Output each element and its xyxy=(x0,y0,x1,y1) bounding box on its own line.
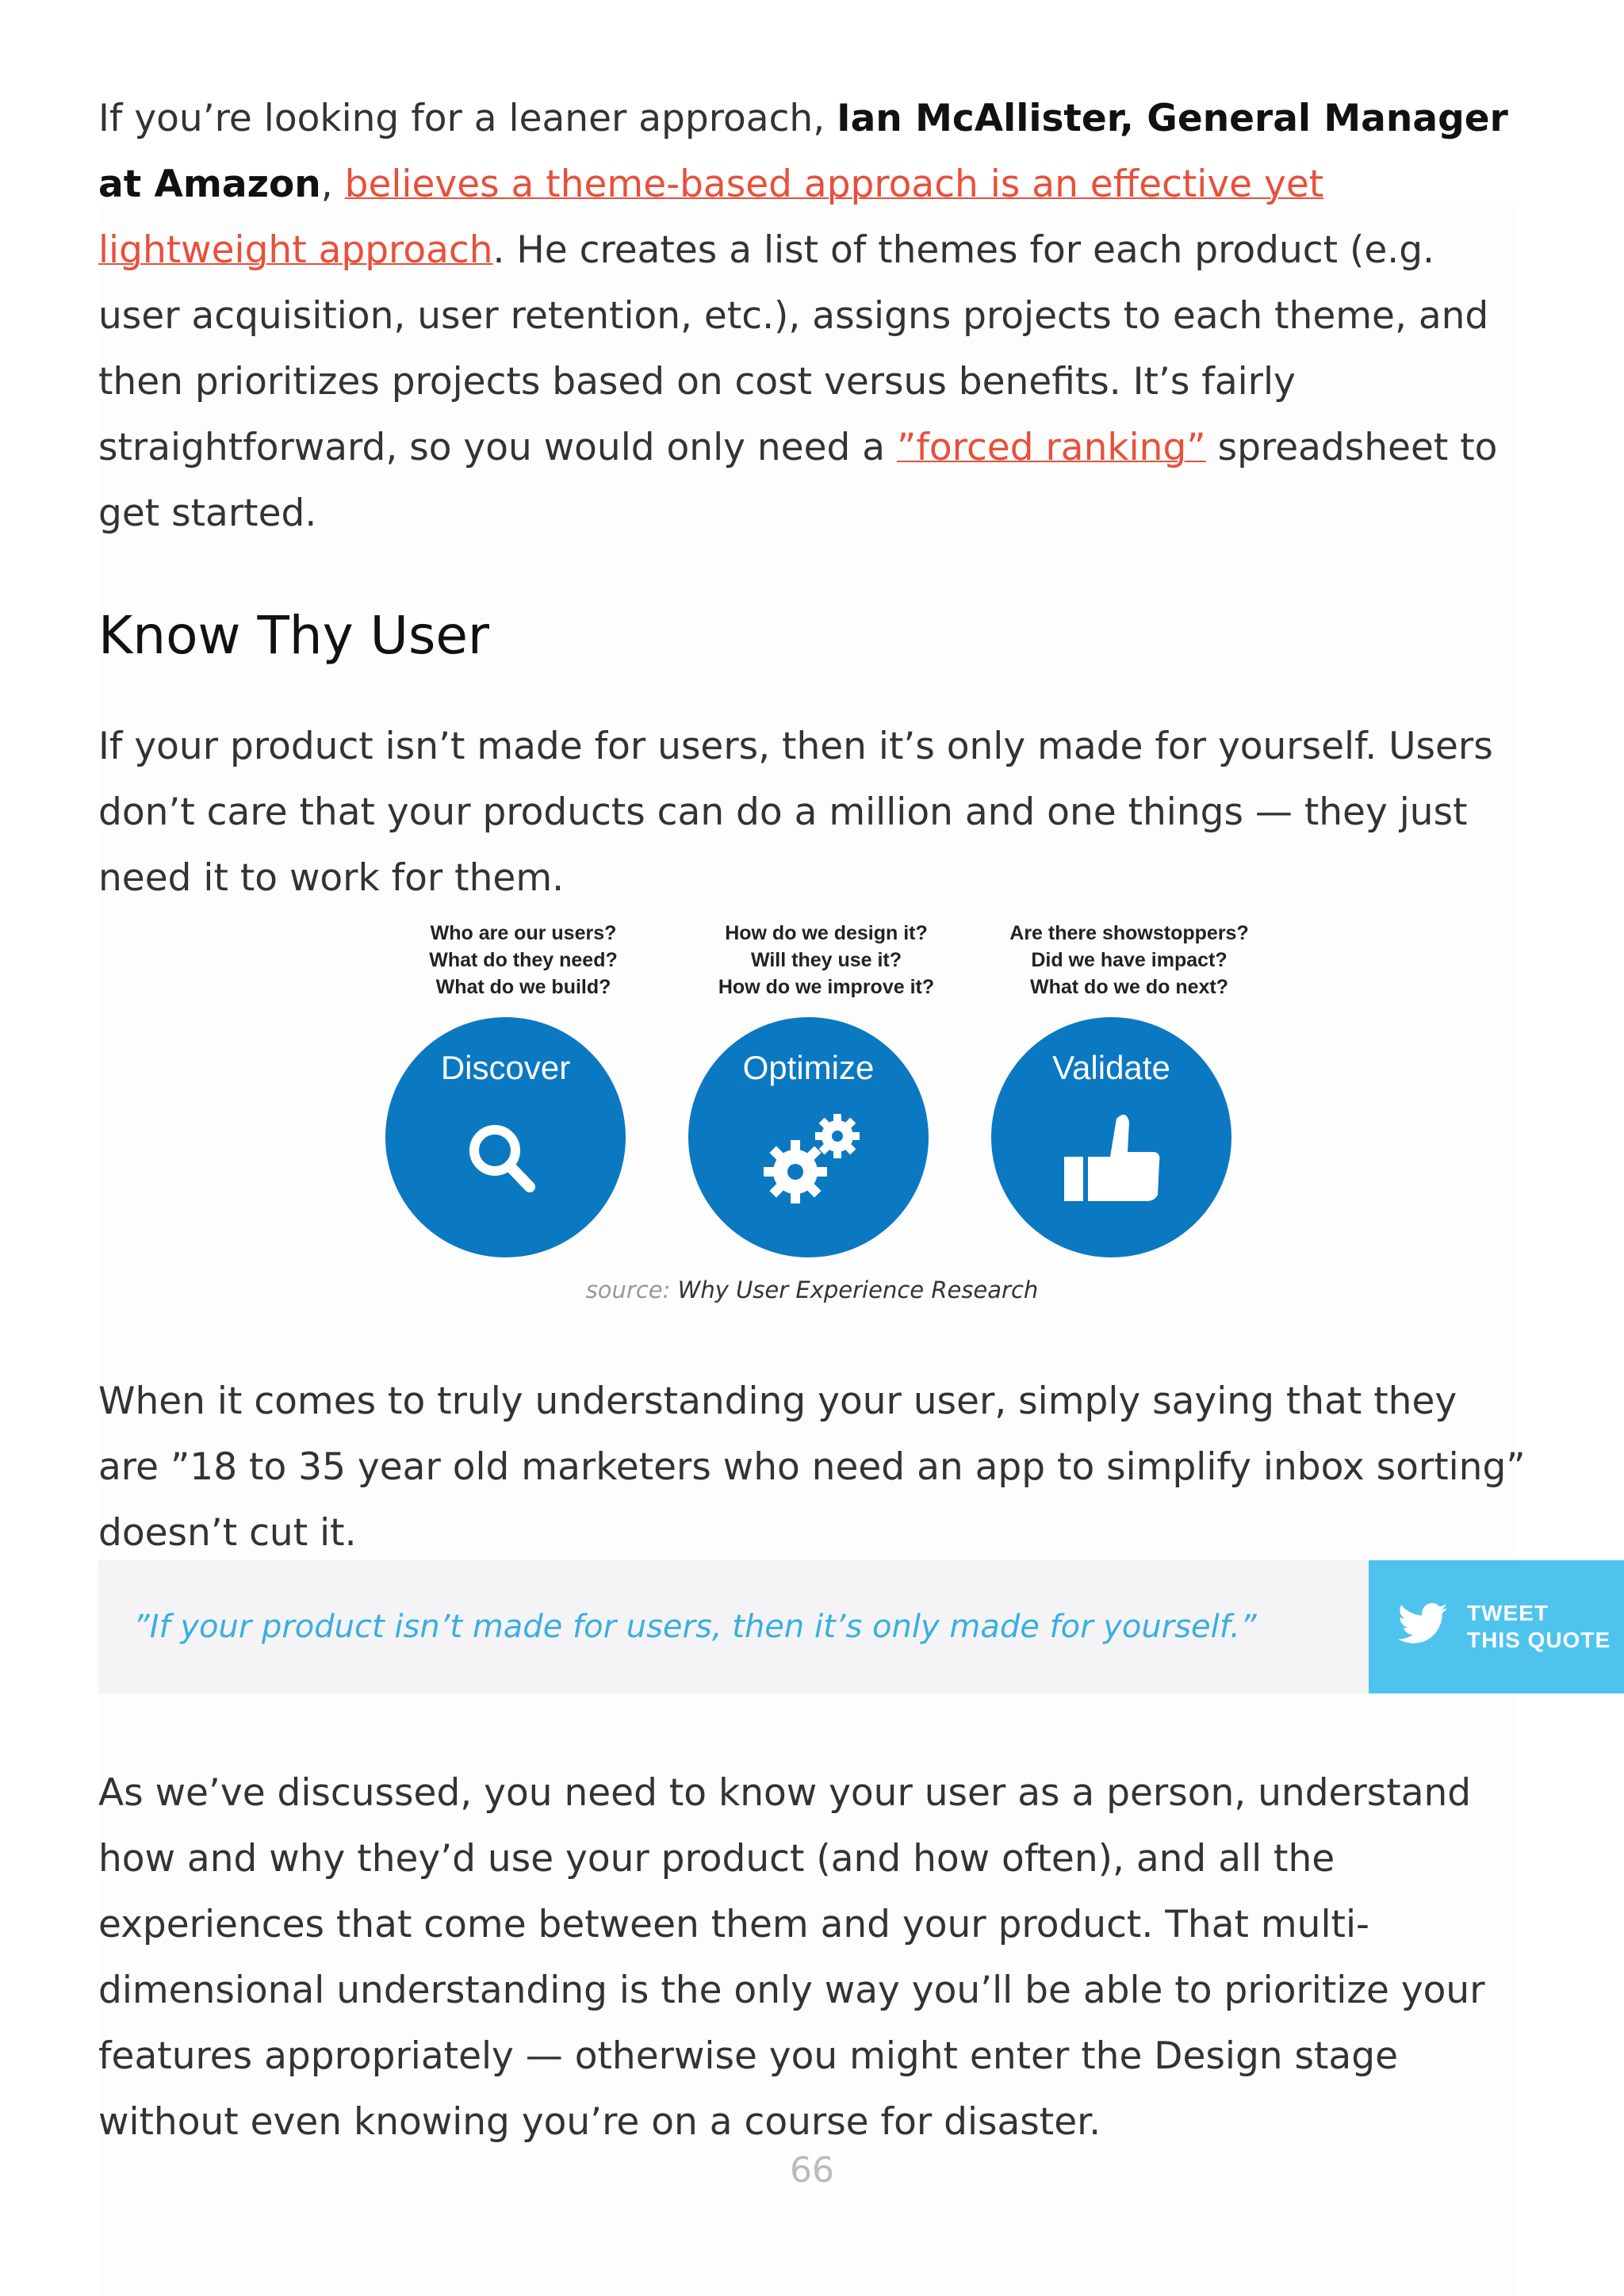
paragraph-3: As we’ve discussed, you need to know your user as a person, understand how and why they’d use your product (and how often), and all the experiences that come between them and your product. That multi-dimensional understanding is the only way you’ll be able to prioritize your features appropriately — otherwise you might enter the Design stage without even knowing you’re on a course for disaster. xyxy=(98,1771,1485,2144)
intro-bold-name: Ian McAllister, General Manager at Amazon xyxy=(98,97,1508,206)
thumbs-up-icon xyxy=(991,1017,1231,1257)
optimize-circle xyxy=(688,1017,929,1257)
intro-text: . He creates a list of themes for each product (e.g. user acquisition, user retention, etc.), assigns projects to each theme, and then prioritizes projects based on cost versus benefits. It’s fairly straightforward, so you would only need a xyxy=(98,228,1489,469)
optimize-label: Optimize xyxy=(742,1049,875,1086)
discover-column xyxy=(373,920,674,1086)
validate-column xyxy=(979,920,1280,1086)
tweet-label-line: TWEET xyxy=(1467,1601,1549,1625)
validate-label: Validate xyxy=(1052,1049,1170,1086)
twitter-bird-icon xyxy=(1397,1603,1448,1644)
discover-circle xyxy=(385,1017,626,1257)
intro-text: spreadsheet to get started. xyxy=(98,426,1498,535)
question: How do we improve it? xyxy=(718,976,935,998)
theme-approach-link[interactable]: believes a theme-based approach is an effective yet lightweight approach xyxy=(98,163,1324,272)
page-number: 66 xyxy=(790,2150,834,2191)
ux-research-figure xyxy=(373,920,1285,1269)
intro-paragraph xyxy=(98,86,1526,546)
question: Are there showstoppers? xyxy=(1009,922,1249,944)
magnifier-icon xyxy=(385,1017,626,1257)
tweet-quote-button[interactable] xyxy=(1369,1560,1624,1693)
quote-text: ”If your product isn’t made for users, then it’s only made for yourself.” xyxy=(133,1609,1257,1645)
question: What do we build? xyxy=(435,976,611,998)
figure-caption xyxy=(0,1276,1624,1303)
question: How do we design it? xyxy=(725,922,928,944)
question: Will they use it? xyxy=(750,949,902,971)
caption-source-label: source: xyxy=(585,1276,671,1303)
intro-text: If you’re looking for a leaner approach, xyxy=(98,97,837,140)
question: What do they need? xyxy=(429,949,618,971)
optimize-column xyxy=(676,920,977,1086)
section-heading: Know Thy User xyxy=(98,605,490,666)
pull-quote xyxy=(98,1560,1369,1693)
question: What do we do next? xyxy=(1030,976,1228,998)
paragraph-1: If your product isn’t made for users, then it’s only made for yourself. Users don’t care that your products can do a million and one things — they just need it to work for them. xyxy=(98,725,1493,900)
caption-title: Why User Experience Research xyxy=(677,1276,1039,1303)
discover-label: Discover xyxy=(440,1049,571,1086)
forced-ranking-link[interactable]: ”forced ranking” xyxy=(897,426,1206,469)
tweet-label xyxy=(1467,1600,1611,1654)
gears-icon xyxy=(688,1017,929,1257)
intro-text: , xyxy=(320,163,345,206)
validate-circle xyxy=(991,1017,1231,1257)
question: Did we have impact? xyxy=(1031,949,1228,971)
question: Who are our users? xyxy=(430,922,617,944)
tweet-label-line: THIS QUOTE xyxy=(1467,1628,1611,1652)
paragraph-2: When it comes to truly understanding your user, simply saying that they are ”18 to 35 year old marketers who need an app to simplify inbox sorting” doesn’t cut it. xyxy=(98,1380,1526,1555)
